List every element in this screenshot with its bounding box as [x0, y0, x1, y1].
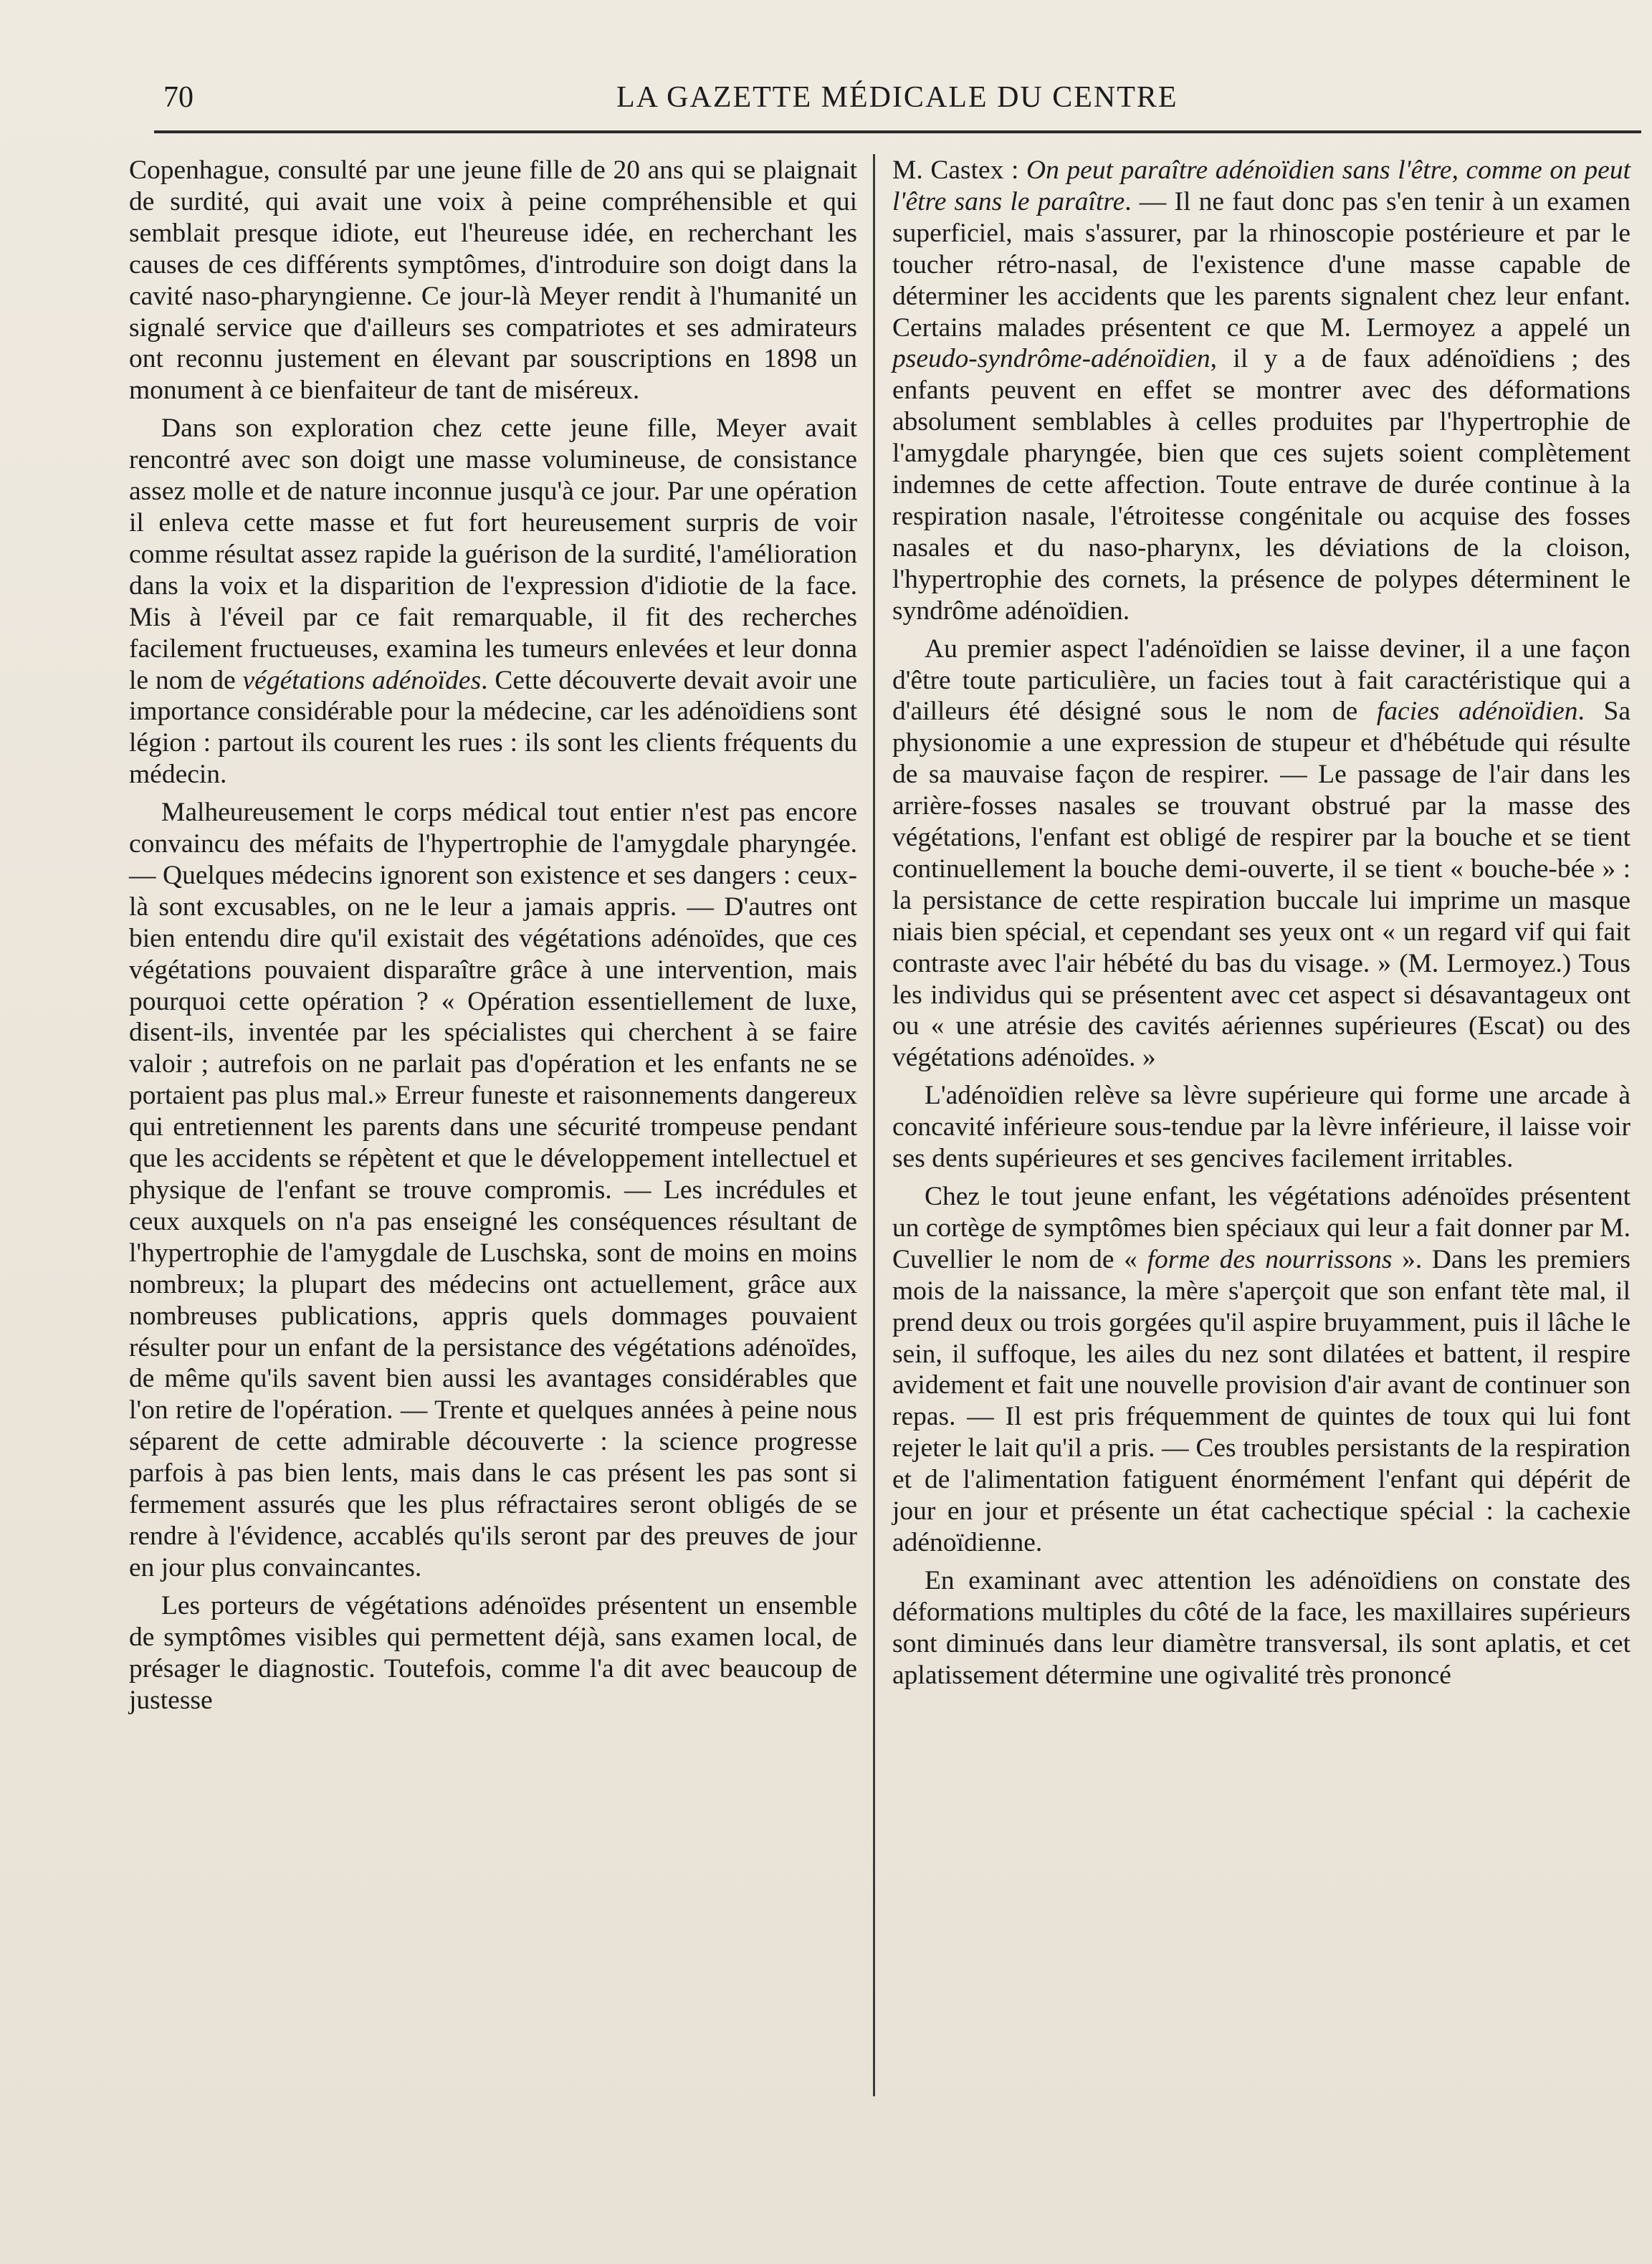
- paragraph: [129, 155, 857, 406]
- paragraph-text: Malheureusement le corps médical tout entier n'est pas encore convaincu des méfaits de l'hypertrophie de l'amygdale pharyngée.— Quelques médecins ignorent son existence et ses dangers : ceux-là sont excusables, on ne le leur a jamais appris. — D'autres ont bien entendu dire qu'il existait des végétations adénoïdes, que ces végétations pouvaient disparaître grâce à une intervention, mais pourquoi cette opération ? « Opération essentiellement de luxe, disent-ils, inventée par les spécialistes qui cherchent à se faire valoir ; autrefois on ne parlait pas d'opération et les enfants ne se portaient pas plus mal.» Erreur funeste et raisonnements dangereux qui entretiennent les parents dans une sécurité trompeuse pendant que les accidents se répètent et que le développement intellectuel et physique de l'enfant se trouve compromis. — Les incrédules et ceux auxquels on n'a pas enseigné les conséquences résultant de l'hypertrophie de l'amygdale de Luschska, sont de moins en moins nombreux; la plupart des médecins ont actuellement, grâce aux nombreuses publications, appris quels dommages pouvaient résulter pour un enfant de la persistance des végétations adénoïdes, de même qu'ils savent bien aussi les avantages considérables que l'on retire de l'opération. — Trente et quelques années à peine nous séparent de cette admirable découverte : la science progresse parfois à pas bien lents, mais dans le cas présent les pas sont si fermement assurés que les plus réfractaires seront obligés de se rendre à l'évidence, accablés qu'ils seront par des preuves de jour en jour plus convaincantes.: [129, 798, 857, 1582]
- paragraph: [129, 797, 857, 1584]
- paragraph-text: ». Dans les premiers mois de la naissance, la mère s'aperçoit que son enfant tète mal, il prend deux ou trois gorgées qu'il aspire bruyamment, puis il lâche le sein, il suffoque, les ailes du nez sont dilatées et battent, il respire avidement et fait une nouvelle provision d'air avant de continuer son repas. — Il est pris fréquemment de quintes de toux qui lui font rejeter le lait qu'il a pris. — Ces troubles persistants de la respiration et de l'alimentation fatiguent énormément l'enfant qui dépérit de jour en jour et présente un état cachectique spécial : la cachexie adénoïdienne.: [892, 1244, 1630, 1557]
- page-header: [154, 80, 1530, 123]
- italic-term: végétations adénoïdes: [242, 665, 482, 695]
- paragraph: [892, 1181, 1630, 1559]
- page-number: 70: [163, 81, 194, 114]
- paragraph: [892, 155, 1630, 627]
- running-title: LA GAZETTE MÉDICALE DU CENTRE: [616, 81, 1178, 114]
- paragraph-text: Les porteurs de végétations adénoïdes présentent un ensemble de symptômes visibles qui permettent déjà, sans examen local, de présager le diagnostic. Toutefois, comme l'a dit avec beaucoup de justesse: [129, 1590, 857, 1715]
- paragraph: [892, 1565, 1630, 1691]
- italic-term: forme des nourrissons: [1147, 1244, 1393, 1274]
- italic-quote: On peut paraître adénoïdien sans l'être, comme on peut l'être sans le paraître: [892, 156, 1630, 216]
- paragraph: [892, 1080, 1630, 1175]
- left-column: [129, 155, 857, 1716]
- paragraph-text: , il y a de faux adénoïdiens ; des enfants peuvent en effet se montrer avec des déformations absolument semblables à celles produites par l'hypertrophie de l'amygdale pharyngée, bien que ces sujets soient complètement indemnes de cette affection. Toute entrave de durée continue à la respiration nasale, l'étroitesse congénitale ou acquise des fosses nasales et du naso-pharynx, les déviations de la cloison, l'hypertrophie des cornets, la présence de polypes déterminent le syndrôme adénoïdien.: [892, 344, 1630, 626]
- paragraph-text: . Sa physionomie a une expression de stupeur et d'hébétude qui résulte de sa mauvaise façon de respirer. — Le passage de l'air dans les arrière-fosses nasales se trouvant obstrué par la masse des végétations, l'enfant est obligé de respirer par la bouche et se tient continuellement la bouche demi-ouverte, il se tient « bouche-bée » : la persistance de cette respiration buccale lui imprime un masque niais bien spécial, et cependant ses yeux ont « un regard vif qui fait contraste avec l'air hébété du bas du visage. » (M. Lermoyez.) Tous les individus qui se présentent avec cet aspect si désavantageux ont ou « une atrésie des cavités aériennes supérieures (Escat) ou des végétations adénoïdes. »: [892, 697, 1630, 1073]
- paragraph: [129, 413, 857, 791]
- paragraph-text: En examinant avec attention les adénoïdiens on constate des déformations multiples du côté de la face, les maxillaires supérieurs sont diminués dans leur diamètre transversal, ils sont aplatis, et cet aplatissement détermine une ogivalité très prononcé: [892, 1565, 1630, 1690]
- header-rule: [154, 130, 1641, 133]
- paragraph-text: M. Castex :: [892, 156, 1026, 185]
- paragraph-text: L'adénoïdien relève sa lèvre supérieure qui forme une arcade à concavité inférieure sous-tendue par la lèvre inférieure, il laisse voir ses dents supérieures et ses gencives facilement irritables.: [892, 1081, 1630, 1174]
- right-column: [892, 155, 1630, 1691]
- paragraph-text: Copenhague, consulté par une jeune fille de 20 ans qui se plaignait de surdité, qui avait une voix à peine compréhensible et qui semblait presque idiote, eut l'heureuse idée, en recherchant les causes de ces différents symptômes, d'introduire son doigt dans la cavité naso-pharyngienne. Ce jour-là Meyer rendit à l'humanité un signalé service que d'ailleurs ses compatriotes et ses admirateurs ont reconnu justement en élevant par souscriptions en 1898 un monument à ce bienfaiteur de tant de miséreux.: [129, 156, 857, 406]
- paragraph-text: Chez le tout jeune enfant, les végétations adénoïdes présentent un cortège de symptômes bien spéciaux qui leur a fait donner par M. Cuvellier le nom de «: [892, 1182, 1630, 1274]
- paragraph: [129, 1590, 857, 1716]
- paragraph-text: . — Il ne faut donc pas s'en tenir à un examen superficiel, mais s'assurer, par la rhinoscopie postérieure et par le toucher rétro-nasal, de l'existence d'une masse capable de déterminer les accidents que les parents signalent chez leur enfant. Certains malades présentent ce que M. Lermoyez a appelé un: [892, 186, 1631, 343]
- paragraph-text: Dans son exploration chez cette jeune fille, Meyer avait rencontré avec son doigt une masse volumineuse, de consistance assez molle et de nature inconnue jusqu'à ce jour. Par une opération il enleva cette masse et fut fort heureusement surpris de voir comme résultat assez rapide la guérison de la surdité, l'amélioration dans la voix et la disparition de l'expression d'idiotie de la face. Mis à l'éveil par ce fait remarquable, il fit des recherches facilement fructueuses, examina les tumeurs enlevées et leur donna le nom de: [129, 414, 857, 695]
- italic-term: facies adénoïdien: [1376, 697, 1578, 727]
- paragraph-text: Au premier aspect l'adénoïdien se laisse deviner, il a une façon d'être toute particulière, un facies tout à fait caractéristique qui a d'ailleurs été désigné sous le nom de: [892, 634, 1630, 727]
- italic-term: pseudo-syndrôme-adénoïdien: [892, 344, 1211, 374]
- paragraph: [892, 634, 1630, 1074]
- paragraph-text: . Cette découverte devait avoir une importance considérable pour la médecine, car les adénoïdiens sont légion : partout ils courent les rues : ils sont les clients fréquents du médecin.: [129, 665, 857, 790]
- column-divider: [873, 154, 875, 2096]
